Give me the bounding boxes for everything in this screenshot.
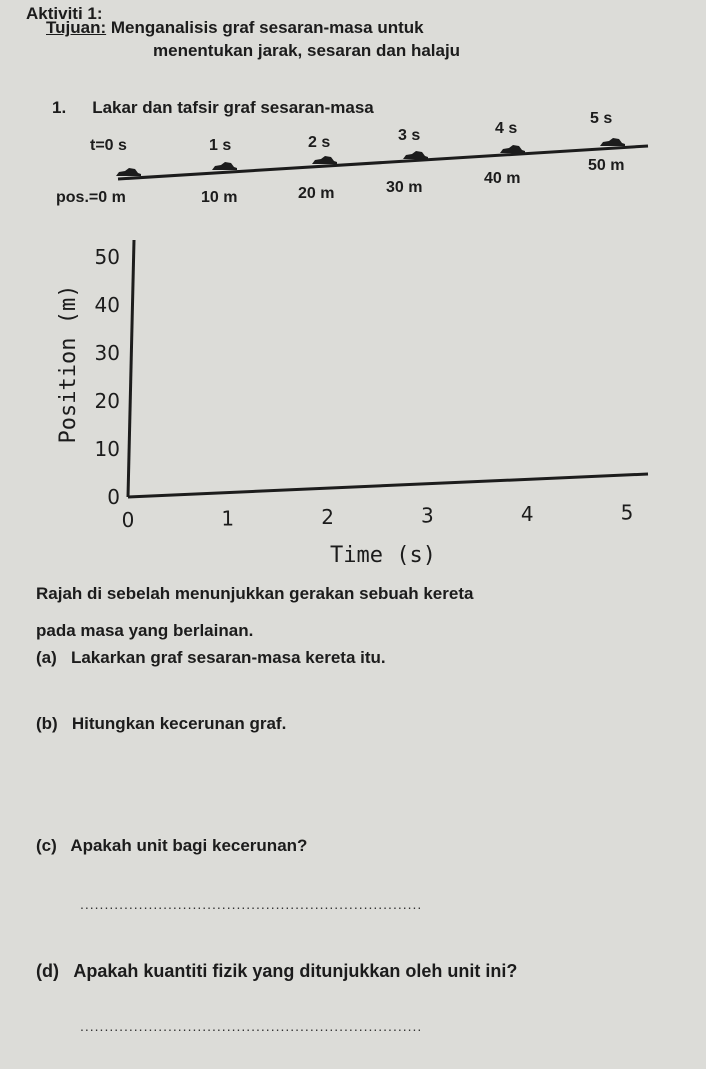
car-icon [500, 145, 525, 153]
y-tick-label: 20 [94, 389, 120, 413]
strip-time-0: t=0 s [90, 137, 127, 154]
objective-text-1: Menganalisis graf sesaran-masa untuk [110, 18, 424, 37]
strip-position-4: 40 m [484, 170, 521, 187]
strip-time-3: 3 s [398, 127, 421, 144]
strip-position-5: 50 m [588, 157, 625, 174]
x-tick-label: 3 [421, 503, 434, 528]
strip-position-0: pos.=0 m [56, 189, 126, 206]
car-icon [403, 151, 428, 159]
y-axis [128, 240, 134, 497]
y-tick-label: 30 [94, 341, 120, 365]
question-1-title: Lakar dan tafsir graf sesaran-masa [92, 98, 374, 117]
strip-time-4: 4 s [495, 120, 518, 137]
intro-line-1: Rajah di sebelah menunjukkan gerakan sebuah kereta [36, 584, 474, 603]
car-icon [212, 162, 237, 170]
strip-position-3: 30 m [386, 179, 423, 196]
y-axis-label: Position (m) [56, 284, 81, 444]
strip-time-2: 2 s [308, 134, 331, 151]
y-tick-label: 10 [94, 437, 120, 461]
objective-label: Tujuan: [46, 18, 107, 37]
strip-time-1: 1 s [209, 137, 232, 154]
road-line [118, 146, 648, 179]
question-d: (d) Apakah kuantiti fizik yang ditunjukkan oleh unit ini? [36, 961, 518, 981]
question-1-number: 1. [52, 98, 67, 117]
activity-title: Aktiviti 1: [26, 4, 103, 23]
x-tick-label: 2 [321, 505, 334, 529]
answer-line-c[interactable]: ...................................................................... [80, 896, 423, 912]
x-tick-label: 0 [121, 508, 135, 532]
answer-line-d[interactable]: ...................................................................... [80, 1018, 423, 1034]
position-time-chart [56, 240, 648, 568]
x-axis-label: Time (s) [330, 543, 436, 568]
strip-time-5: 5 s [590, 110, 613, 127]
y-tick-label: 40 [94, 293, 120, 317]
x-tick-label: 4 [520, 502, 534, 526]
car-icon [116, 168, 141, 176]
question-c: (c) Apakah unit bagi kecerunan? [36, 836, 308, 855]
car-icon [600, 138, 625, 146]
y-tick-label: 0 [107, 485, 120, 509]
y-tick-label: 50 [94, 245, 120, 269]
question-a: (a) Lakarkan graf sesaran-masa kereta itu. [36, 648, 386, 667]
question-b: (b) Hitungkan kecerunan graf. [36, 714, 287, 733]
x-axis [128, 474, 648, 497]
objective-line-2: menentukan jarak, sesaran dan halaju [153, 41, 461, 60]
strip-position-1: 10 m [201, 189, 238, 206]
x-tick-label: 5 [620, 500, 634, 525]
strip-position-2: 20 m [298, 185, 335, 202]
intro-line-2: pada masa yang berlainan. [36, 621, 254, 640]
car-icon [312, 156, 337, 164]
x-tick-label: 1 [221, 506, 235, 531]
